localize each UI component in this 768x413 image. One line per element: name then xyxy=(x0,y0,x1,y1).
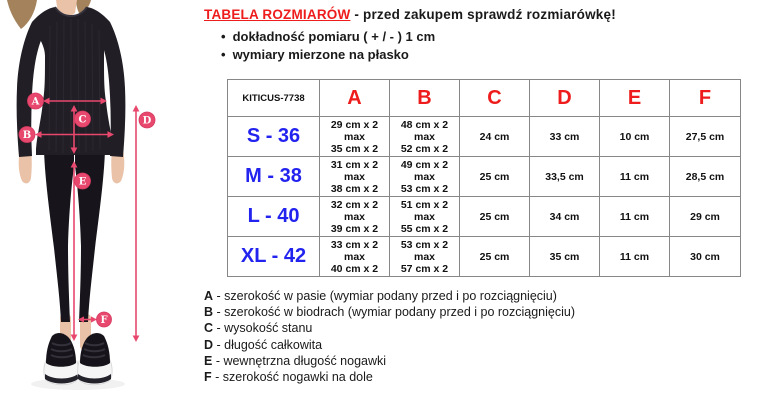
column-header-b: B xyxy=(390,80,460,117)
measurement-cell-f: 29 cm xyxy=(670,197,741,237)
badge-e-letter: E xyxy=(78,176,87,188)
floor-shadow xyxy=(31,378,125,390)
measurement-cell-e: 11 cm xyxy=(600,157,670,197)
badge-a-letter: A xyxy=(31,96,40,108)
legend-item-c: C - wysokość stanu xyxy=(204,321,313,336)
measurement-cell-c: 25 cm xyxy=(460,237,530,277)
measurement-cell-b: 48 cm x 2 max 52 cm x 2 xyxy=(390,117,460,157)
legend-item-d: D - długość całkowita xyxy=(204,337,323,352)
measurement-cell-d: 33 cm xyxy=(530,117,600,157)
header-bullets xyxy=(221,28,435,63)
legend-item-b: B - szerokość w biodrach (wymiar podany przed i po rozciągnięciu) xyxy=(204,305,575,320)
legend-letter: D xyxy=(204,337,214,352)
badge-b-letter: B xyxy=(22,130,32,142)
measure-arrow-e xyxy=(71,161,78,341)
size-label: M - 38 xyxy=(228,157,320,197)
column-header-f: F xyxy=(670,80,741,117)
title-rest: - przed zakupem sprawdź rozmiarówkę! xyxy=(350,7,616,22)
badge-c-letter: C xyxy=(78,114,87,126)
size-row xyxy=(228,157,741,197)
page-title xyxy=(204,7,616,22)
column-header-a: A xyxy=(320,80,390,117)
legend-letter: F xyxy=(204,370,212,385)
legend-letter: B xyxy=(204,305,214,320)
measurement-cell-e: 11 cm xyxy=(600,197,670,237)
size-row xyxy=(228,197,741,237)
measurement-legend xyxy=(204,288,575,385)
measurement-cell-f: 30 cm xyxy=(670,237,741,277)
measurement-cell-b: 49 cm x 2 max 53 cm x 2 xyxy=(390,157,460,197)
model-silhouette xyxy=(7,0,125,390)
size-label: XL - 42 xyxy=(228,237,320,277)
measurement-cell-c: 24 cm xyxy=(460,117,530,157)
measurement-cell-f: 28,5 cm xyxy=(670,157,741,197)
measurement-cell-a: 33 cm x 2 max 40 cm x 2 xyxy=(320,237,390,277)
size-row xyxy=(228,117,741,157)
size-label: S - 36 xyxy=(228,117,320,157)
legend-letter: C xyxy=(204,321,214,336)
measurement-cell-d: 34 cm xyxy=(530,197,600,237)
measurement-cell-c: 25 cm xyxy=(460,157,530,197)
column-header-e: E xyxy=(600,80,670,117)
measurement-cell-c: 25 cm xyxy=(460,197,530,237)
size-table xyxy=(227,79,741,277)
measurement-cell-a: 29 cm x 2 max 35 cm x 2 xyxy=(320,117,390,157)
sweater-torso xyxy=(32,7,113,155)
measure-arrow-d xyxy=(133,105,140,342)
measurement-cell-e: 10 cm xyxy=(600,117,670,157)
measurement-cell-e: 11 cm xyxy=(600,237,670,277)
leggings-left-leg xyxy=(44,150,74,322)
size-table-header-row xyxy=(228,80,741,117)
badge-d-letter: D xyxy=(142,115,152,127)
badge-f-letter: F xyxy=(100,315,108,327)
left-sneaker xyxy=(44,333,79,385)
measurement-cell-d: 35 cm xyxy=(530,237,600,277)
measurement-cell-d: 33,5 cm xyxy=(530,157,600,197)
measurement-cell-f: 27,5 cm xyxy=(670,117,741,157)
measurement-cell-a: 32 cm x 2 max 39 cm x 2 xyxy=(320,197,390,237)
legend-item-a: A - szerokość w pasie (wymiar podany przed i po rozciągnięciu) xyxy=(204,289,557,303)
size-row xyxy=(228,237,741,277)
measurement-cell-b: 53 cm x 2 max 57 cm x 2 xyxy=(390,237,460,277)
legend-item-e: E - wewnętrzna długość nogawki xyxy=(204,353,387,368)
legend-letter: E xyxy=(204,353,213,368)
column-header-d: D xyxy=(530,80,600,117)
product-code: KITICUS-7738 xyxy=(228,80,320,117)
column-header-c: C xyxy=(460,80,530,117)
legend-letter: A xyxy=(204,289,214,303)
measurement-cell-a: 31 cm x 2 max 38 cm x 2 xyxy=(320,157,390,197)
legend-item-f: F - szerokość nogawki na dole xyxy=(204,370,373,385)
title-highlight: TABELA ROZMIARÓW xyxy=(204,7,351,22)
bullet-accuracy: • dokładność pomiaru ( + / - ) 1 cm xyxy=(221,28,435,46)
model-photo xyxy=(0,0,195,413)
bullet-flat-measure: • wymiary mierzone na płasko xyxy=(221,46,435,64)
measurement-cell-b: 51 cm x 2 max 55 cm x 2 xyxy=(390,197,460,237)
size-label: L - 40 xyxy=(228,197,320,237)
